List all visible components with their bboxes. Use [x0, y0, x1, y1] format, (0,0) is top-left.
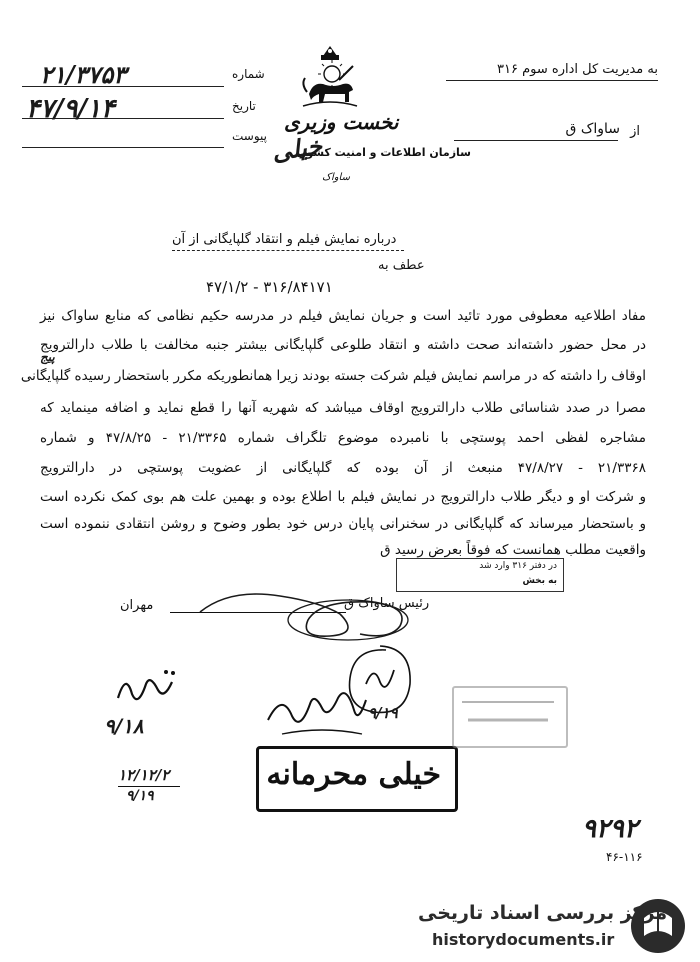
body-line: و شرکت او و دیگر طلاب دارالترویج در نمایش فیلم با اطلاع بوده و بهمین علت هم بوی کمک نکرده است: [40, 489, 646, 505]
watermark-title: مرکز بررسی اسناد تاریخی: [418, 902, 668, 924]
faded-stamp: [452, 686, 568, 748]
signature-title: رئیس ساواک ق: [344, 596, 430, 611]
page-number: ۹۲۹۲: [582, 814, 638, 844]
sender-prefix: از: [630, 124, 640, 139]
body-line: مصرا در صدد شناسائی طلاب دارالترویج اوقاف میباشد که شهریه آنها را قطع نماید و اضافه مینماید که: [40, 400, 646, 416]
emblem-classification: خیلی: [270, 130, 324, 167]
subject-underline: [172, 250, 404, 251]
addressee-underline: [446, 80, 658, 81]
subject: درباره نمایش فیلم و انتقاد گلپایگانی از آن: [172, 232, 397, 247]
watermark-url: historydocuments.ir: [432, 930, 615, 949]
note-ref-date: ۹/۱۹: [126, 788, 154, 804]
addressee: به مدیریت کل اداره سوم ۳۱۶: [497, 62, 658, 77]
inline-note: پیج: [40, 350, 55, 364]
body-line: مفاد اطلاعیه معطوفی مورد تائید است و جریان نمایش فیلم در مدرسه حکیم نظامی که منابع ساواک نیز: [40, 308, 646, 324]
sender: ساواک ق: [565, 121, 620, 137]
date-value: ۴۷/۹/۱۴: [26, 94, 115, 124]
receipt-stamp-line1: در دفتر ۳۱۶ وارد شد: [479, 561, 557, 571]
body-line: و باستحضار میرساند که گلپایگانی در سخنرانی پایان درس خود بطور وضوح و روشن انتقادی ننموده است: [40, 516, 646, 532]
attachment-underline: [22, 147, 224, 148]
handwritten-signature: [262, 680, 372, 740]
handwritten-scribble: [110, 664, 180, 710]
note-date: ۹/۱۸: [104, 714, 144, 738]
signature-scribble: [190, 584, 440, 644]
body-line: اوقاف را داشته که در مراسم نمایش فیلم شرکت جسته بودند زیرا همانطوریکه مکرر باستحضار رسیده گلپایگانی: [20, 368, 646, 384]
number-label: شماره: [232, 67, 265, 81]
classification-stamp: [256, 746, 458, 812]
reference-value: ۴۷/۱/۲ - ۳۱۶/۸۴۱۷۱: [206, 278, 333, 296]
lion-sun-crown-emblem: [299, 44, 361, 110]
body-line: در محل حضور داشته‌اند صحت داشته و انتقاد طلوعی گلپایگانی بیشتر جنبه مخالفت با طلاب دارالترویج: [40, 337, 646, 353]
emblem-savak: ساواک: [322, 172, 350, 183]
number-value: ۲۱/۳۷۵۳: [40, 60, 127, 89]
sig-date: ۹/۱۹: [368, 704, 398, 722]
receipt-stamp-line2: به بخش: [522, 576, 557, 586]
body-line: واقعیت مطلب همانست که فوقاً بعرض رسید ق: [380, 542, 646, 558]
signature-name: مهران: [120, 598, 154, 613]
attachment-label: پیوست: [232, 129, 267, 143]
emblem-organization: سازمان اطلاعات و امنیت کشور: [300, 146, 471, 159]
note-ref: ۱۲/۱۲/۲: [118, 766, 170, 784]
emblem-ministry: نخست وزیری: [284, 110, 399, 134]
file-ref: ۴۶-۱۱۶: [606, 850, 643, 864]
classification-stamp-text: خیلی محرمانه: [266, 757, 441, 792]
body-line: ۲۱/۳۳۶۸ - ۴۷/۸/۲۷ منبعث از آن بوده که گلپایگانی از عضویت پوستچی در دارالترویج: [40, 460, 646, 476]
note-ref-rule: [118, 786, 180, 787]
body-line: مشاجره لفظی احمد پوستچی با نامبرده موضوع تلگراف شماره ۲۱/۳۳۶۵ - ۴۷/۸/۲۵ و شماره: [40, 430, 646, 446]
sender-underline: [454, 140, 618, 141]
reference-label: عطف به: [378, 258, 425, 273]
date-label: تاریخ: [232, 99, 256, 113]
